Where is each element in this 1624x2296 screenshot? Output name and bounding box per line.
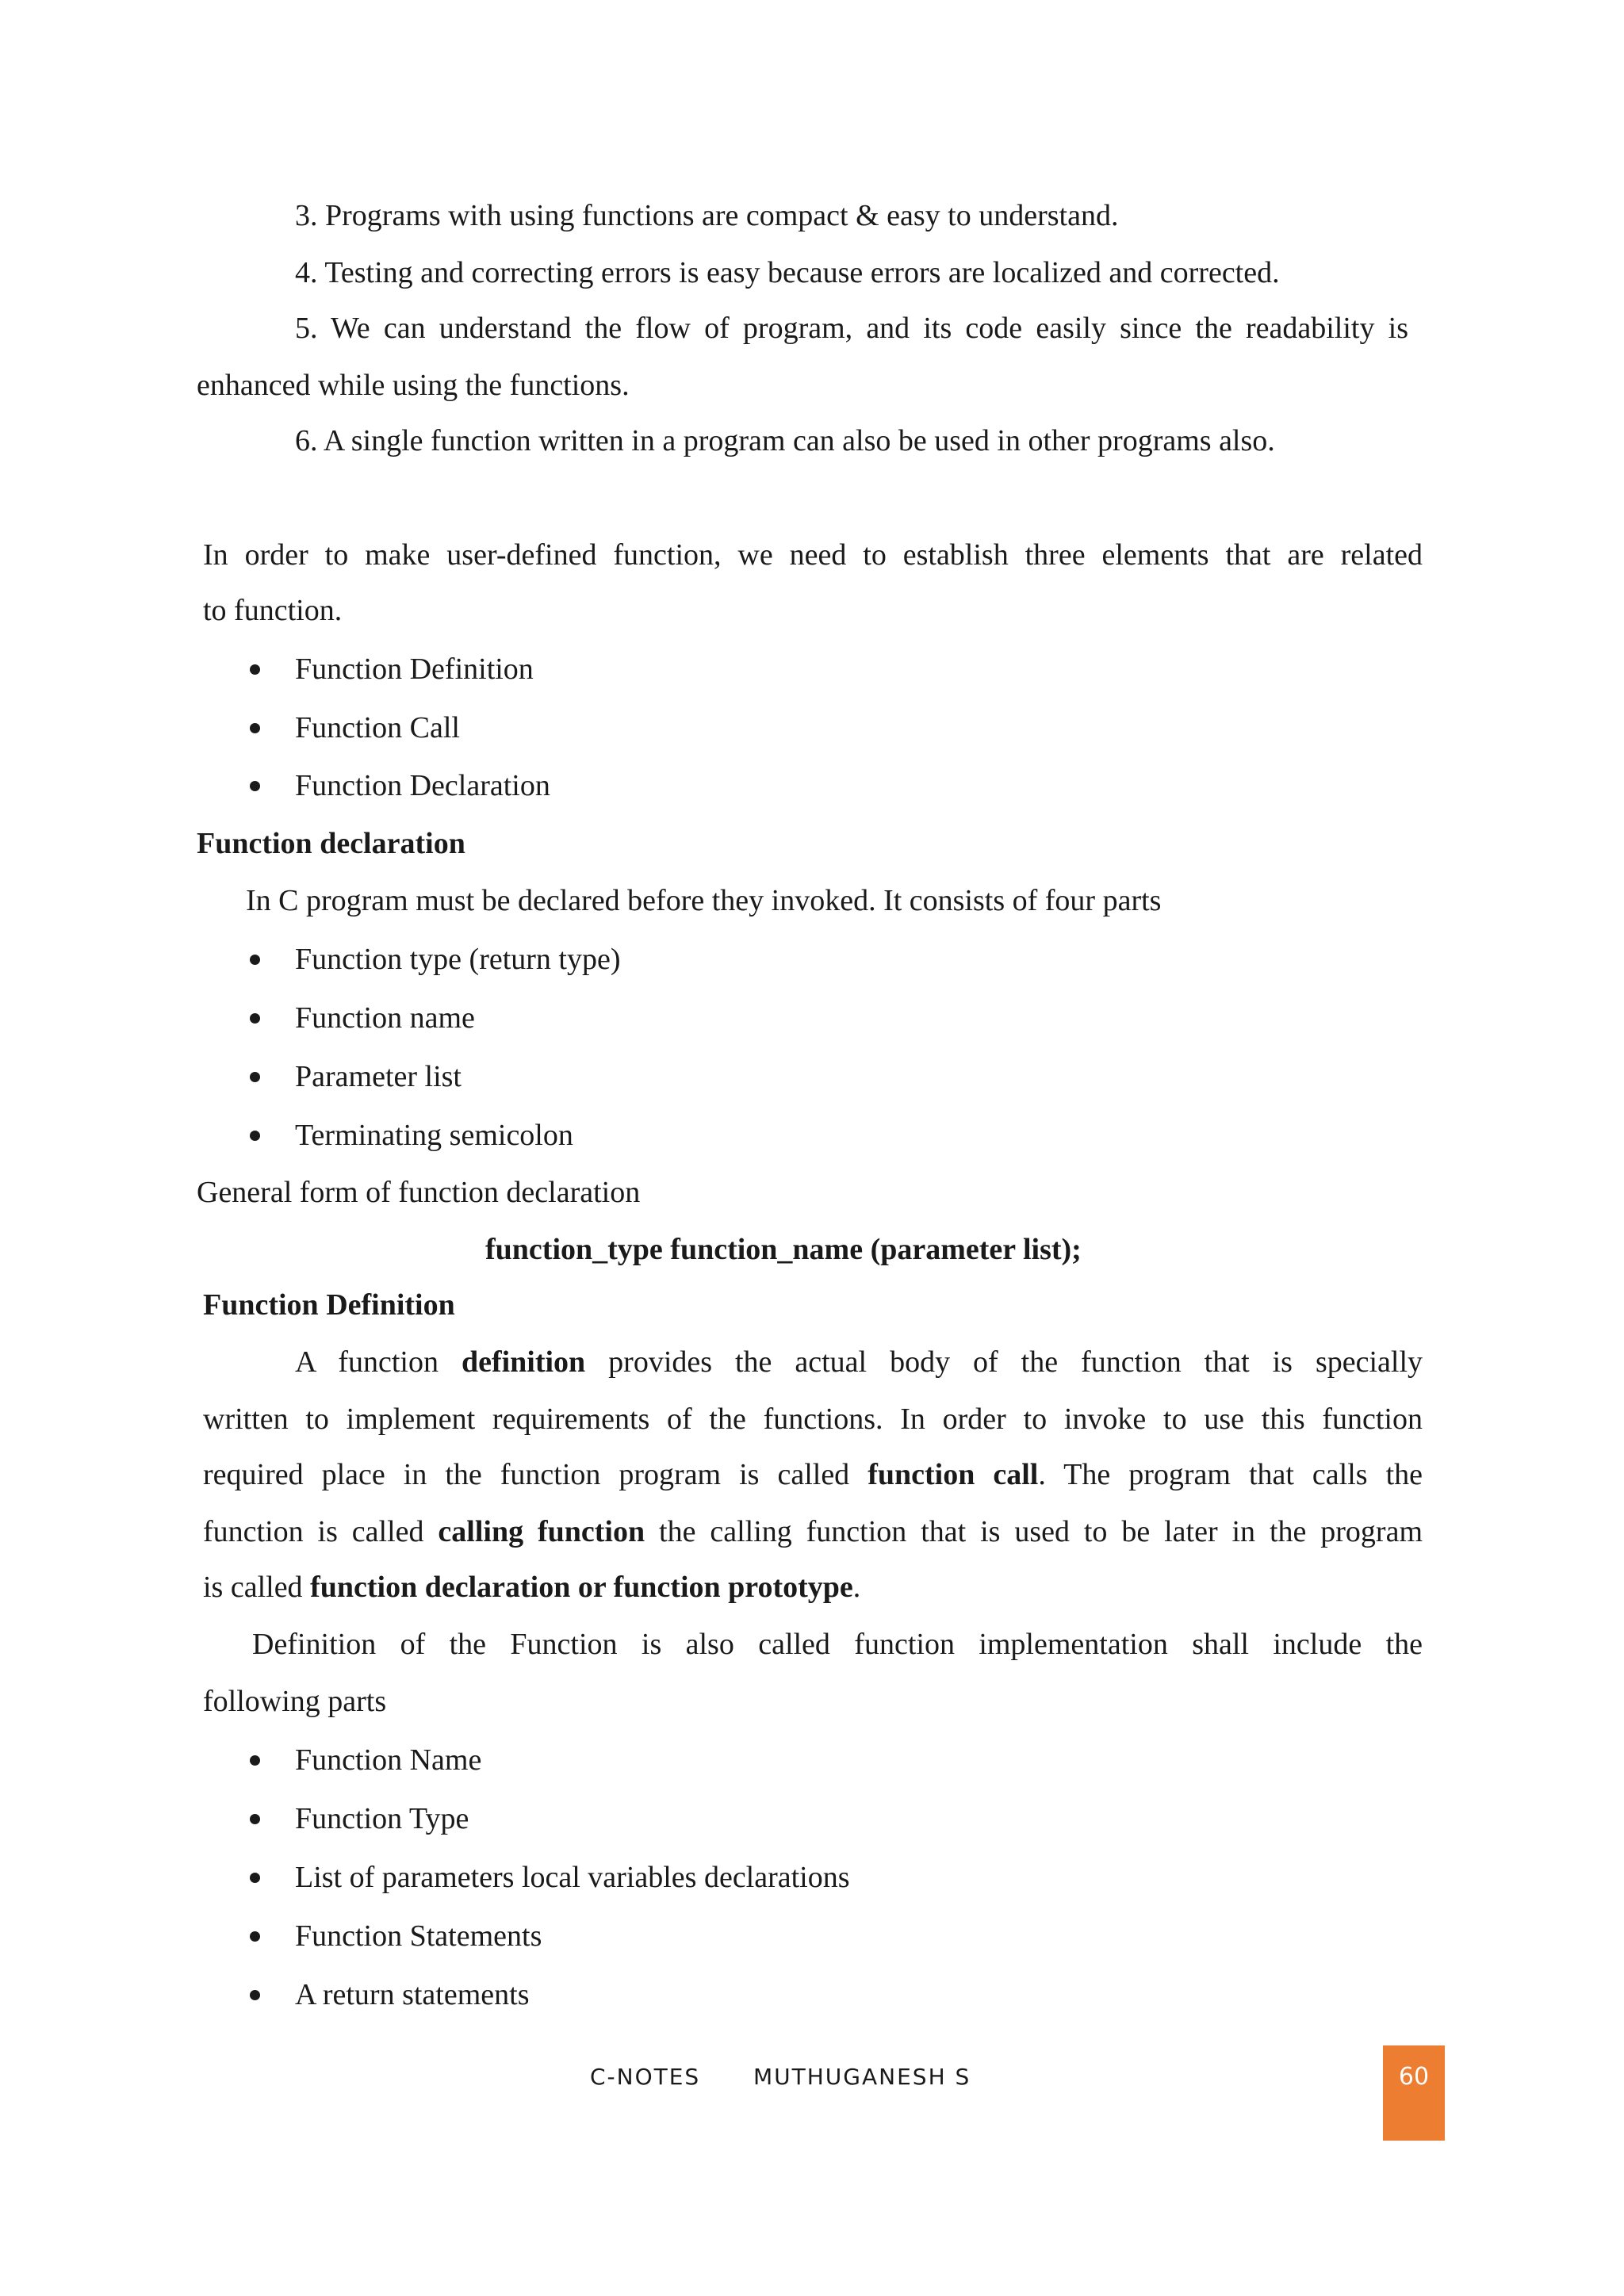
elements-intro-line2: to function. bbox=[203, 594, 343, 627]
point-6: 6. A single function written in a program can also be used in other programs also. bbox=[295, 424, 1275, 457]
bullet-icon bbox=[250, 1131, 260, 1141]
bullet-icon bbox=[250, 781, 260, 791]
definition-parts-intro-line2: following parts bbox=[203, 1685, 387, 1718]
bullet-icon bbox=[250, 1755, 260, 1766]
declaration-syntax: function_type function_name (parameter list); bbox=[485, 1233, 1082, 1266]
section-heading-definition: Function Definition bbox=[203, 1288, 455, 1322]
bullet-icon bbox=[250, 723, 260, 733]
list-item-text: List of parameters local variables declarations bbox=[295, 1861, 850, 1894]
list-item-text: Parameter list bbox=[295, 1060, 462, 1093]
definition-paragraph-line5: is called function declaration or function prototype. bbox=[203, 1571, 861, 1604]
bullet-icon bbox=[250, 1814, 260, 1824]
point-4: 4. Testing and correcting errors is easy because errors are localized and corrected. bbox=[295, 256, 1280, 289]
bullet-icon bbox=[250, 1931, 260, 1942]
section-heading-declaration: Function declaration bbox=[197, 827, 465, 860]
definition-paragraph-line2: written to implement requirements of the functions. In order to invoke to use this function bbox=[203, 1402, 1423, 1436]
list-item-text: Function Name bbox=[295, 1743, 482, 1777]
bullet-icon bbox=[250, 1873, 260, 1883]
list-item-text: Function name bbox=[295, 1001, 475, 1035]
bullet-icon bbox=[250, 1990, 260, 2000]
list-item-text: Function Call bbox=[295, 711, 460, 744]
list-item-text: Function type (return type) bbox=[295, 943, 621, 976]
bullet-icon bbox=[250, 1072, 260, 1082]
definition-paragraph-line3: required place in the function program is called function call. The program that calls the bbox=[203, 1458, 1423, 1491]
list-item-text: Function Definition bbox=[295, 652, 534, 686]
definition-paragraph-line4: function is called calling function the calling function that is used to be later in the program bbox=[203, 1515, 1423, 1548]
general-form-label: General form of function declaration bbox=[197, 1176, 641, 1209]
list-item-text: Function Statements bbox=[295, 1919, 542, 1953]
definition-paragraph-line1: A function definition provides the actual body of the function that is specially bbox=[295, 1345, 1423, 1379]
list-item-text: Function Declaration bbox=[295, 769, 550, 802]
list-item-text: A return statements bbox=[295, 1978, 530, 2011]
elements-intro-line1: In order to make user-defined function, we need to establish three elements that are related bbox=[203, 538, 1423, 572]
declaration-intro: In C program must be declared before they invoked. It consists of four parts bbox=[246, 884, 1162, 917]
page-number-badge bbox=[1383, 2045, 1445, 2141]
list-item-text: Terminating semicolon bbox=[295, 1119, 573, 1152]
bullet-icon bbox=[250, 955, 260, 965]
bullet-icon bbox=[250, 664, 260, 675]
point-5: 5. We can understand the flow of program, and its code easily since the readability is bbox=[295, 312, 1408, 345]
footer-author: MUTHUGANESH S bbox=[753, 2064, 971, 2090]
bullet-icon bbox=[250, 1013, 260, 1024]
point-3: 3. Programs with using functions are compact & easy to understand. bbox=[295, 199, 1119, 232]
definition-parts-intro-line1: Definition of the Function is also called function implementation shall include the bbox=[252, 1628, 1423, 1661]
footer-title: C-NOTES bbox=[590, 2064, 701, 2090]
list-item-text: Function Type bbox=[295, 1802, 469, 1835]
page-number: 60 bbox=[1398, 2063, 1430, 2091]
point-5-continued: enhanced while using the functions. bbox=[197, 369, 630, 402]
